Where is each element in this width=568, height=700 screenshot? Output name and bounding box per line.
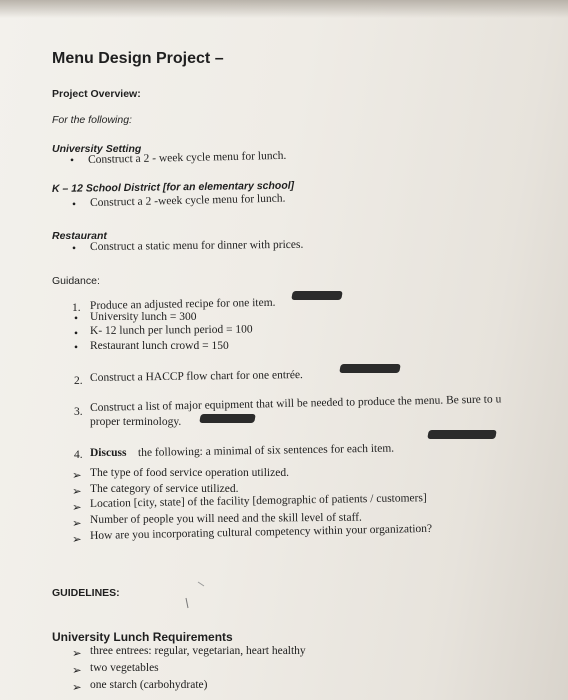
for-following-label: For the following:	[52, 114, 132, 126]
uni-req1-text: three entrees: regular, vegetarian, heart healthy	[90, 645, 306, 657]
discuss5-text: How are you incorporating cultural competency within your organization?	[89, 522, 433, 542]
uni-req3-arrow: ➢	[72, 682, 82, 694]
sub3-text: Restaurant lunch crowd = 150	[90, 340, 229, 352]
sub1-marker: •	[74, 313, 79, 325]
pen-marks	[170, 580, 210, 630]
discuss3-text: Location [city, state] of the facility [demographic of patients / customers]	[89, 492, 427, 510]
item3-text-line2: proper terminology.	[90, 416, 182, 428]
sub2-marker: •	[74, 328, 79, 340]
page-shadow	[0, 0, 568, 18]
k12-bullet-marker: •	[72, 199, 77, 211]
discuss2-arrow: ➢	[72, 486, 82, 498]
guidance-heading: Guidance:	[52, 275, 100, 287]
k12-heading: K – 12 School District [for an elementary school]	[51, 179, 295, 195]
discuss4-arrow: ➢	[72, 518, 82, 530]
uni-req2-text: two vegetables	[90, 662, 159, 674]
uni-req3-text: one starch (carbohydrate)	[90, 679, 208, 691]
restaurant-bullet-marker: •	[72, 243, 77, 255]
discuss2-text: The category of service utilized.	[90, 483, 239, 495]
document-title: Menu Design Project –	[52, 50, 224, 67]
redaction-mark	[339, 364, 401, 373]
redaction-mark	[427, 430, 497, 439]
item2-number: 2.	[74, 375, 83, 387]
item1-text: Produce an adjusted recipe for one item.	[89, 296, 276, 312]
item4-text: the following: a minimal of six sentences for each item.	[137, 442, 395, 459]
item4-discuss: Discuss	[90, 447, 127, 459]
item3-number: 3.	[74, 406, 83, 418]
sub3-marker: •	[74, 342, 79, 354]
discuss1-arrow: ➢	[72, 470, 82, 482]
item2-text: Construct a HACCP flow chart for one entrée.	[89, 369, 303, 384]
uni-req2-arrow: ➢	[72, 665, 82, 677]
uni-req1-arrow: ➢	[72, 648, 82, 660]
item4-number: 4.	[74, 449, 83, 461]
uni-req-heading: University Lunch Requirements	[52, 630, 233, 644]
item1-number: 1.	[72, 302, 81, 314]
discuss3-arrow: ➢	[72, 502, 82, 514]
sub2-text: K- 12 lunch per lunch period = 100	[89, 323, 253, 337]
item3-text-line1: Construct a list of major equipment that will be needed to produce the menu. Be sure to u	[89, 393, 502, 414]
overview-heading: Project Overview:	[52, 88, 141, 100]
redaction-mark	[199, 414, 256, 423]
restaurant-heading: Restaurant	[52, 230, 107, 242]
redaction-mark	[291, 291, 343, 300]
university-bullet: Construct a 2 - week cycle menu for lunch.	[87, 149, 287, 166]
discuss5-arrow: ➢	[72, 534, 82, 546]
k12-bullet: Construct a 2 -week cycle menu for lunch.	[89, 192, 286, 209]
restaurant-bullet: Construct a static menu for dinner with prices.	[89, 238, 304, 253]
guidelines-heading: GUIDELINES:	[52, 587, 120, 599]
sub1-text: University lunch = 300	[90, 311, 197, 323]
university-bullet-marker: •	[70, 155, 75, 167]
discuss4-text: Number of people you will need and the skill level of staff.	[89, 511, 362, 526]
discuss1-text: The type of food service operation utilized.	[90, 467, 289, 479]
university-heading: University Setting	[52, 143, 142, 155]
